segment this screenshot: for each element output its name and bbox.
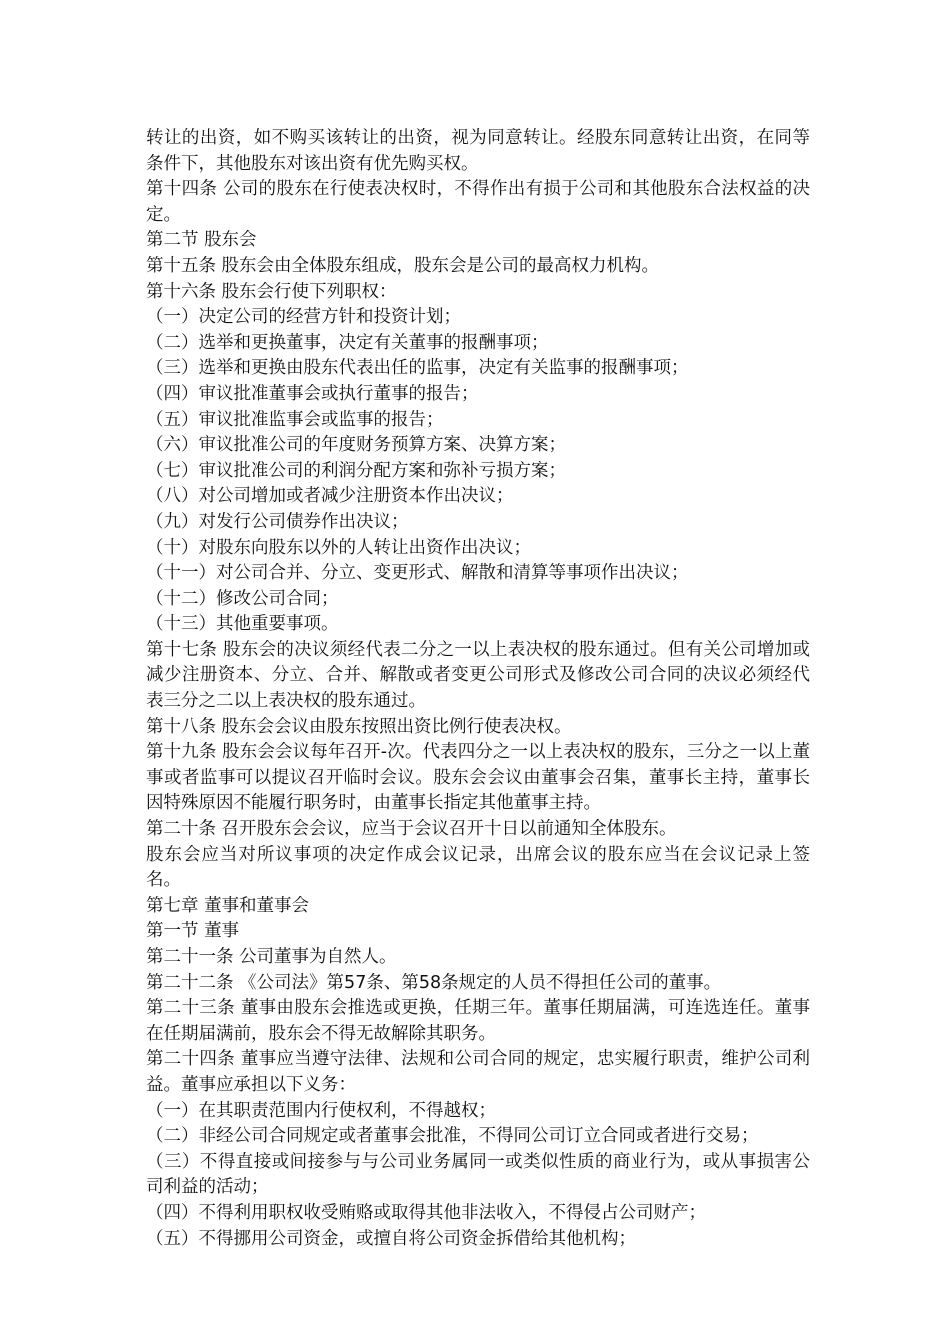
- article-24: 第二十四条 董事应当遵守法律、法规和公司合同的规定，忠实履行职责，维护公司利益。董事应承担以下义务：: [146, 1049, 810, 1095]
- section-heading-directors: 第一节 董事: [146, 921, 240, 942]
- article-16-item-3: （三）选举和更换由股东代表出任的监事，决定有关监事的报酬事项；: [146, 358, 689, 379]
- article-16-item-7: （七）审议批准公司的利润分配方案和弥补亏损方案；: [146, 460, 566, 481]
- article-16-item-8: （八）对公司增加或者减少注册资本作出决议；: [146, 486, 514, 507]
- article-24-item-2: （二）非经公司合同规定或者董事会批准，不得同公司订立合同或者进行交易；: [146, 1126, 759, 1147]
- article-17: 第十七条 股东会的决议须经代表二分之一以上表决权的股东通过。但有关公司增加或减少注册资本、分立、合并、解散或者变更公司形式及修改公司合同的决议必须经代表三分之二以上表决权的股东通过。: [146, 639, 810, 712]
- article-16-item-11: （十一）对公司合并、分立、变更形式、解散和清算等事项作出决议；: [146, 563, 689, 584]
- document-page: [146, 126, 810, 1252]
- article-16-item-5: （五）审议批准监事会或监事的报告；: [146, 409, 444, 430]
- article-16-item-2: （二）选举和更换董事，决定有关董事的报酬事项；: [146, 332, 549, 353]
- article-24-item-5: （五）不得挪用公司资金，或擅自将公司资金拆借给其他机构；: [146, 1228, 636, 1249]
- article-16-item-4: （四）审议批准董事会或执行董事的报告；: [146, 383, 479, 404]
- article-21: 第二十一条 公司董事为自然人。: [146, 947, 397, 967]
- paragraph-transfer-continuation: 转让的出资，如不购买该转让的出资，视为同意转让。经股东同意转让出资，在同等条件下，其他股东对该出资有优先购买权。: [146, 128, 810, 174]
- section-heading-shareholders-meeting: 第二节 股东会: [146, 230, 257, 251]
- article-22: 第二十二条 《公司法》第57条、第58条规定的人员不得担任公司的董事。: [146, 972, 722, 993]
- article-20: 第二十条 召开股东会会议，应当于会议召开十日以前通知全体股东。: [146, 819, 677, 840]
- article-16-item-9: （九）对发行公司债券作出决议；: [146, 511, 409, 532]
- article-23: 第二十三条 董事由股东会推选或更换，任期三年。董事任期届满，可连选连任。董事在任期届满前，股东会不得无故解除其职务。: [146, 998, 810, 1044]
- article-19: 第十九条 股东会会议每年召开-次。代表四分之一以上表决权的股东，三分之一以上董事或者监事可以提议召开临时会议。股东会会议由董事会召集，董事长主持，董事长因特殊原因不能履行职务时，由董事长指定其他董事主持。: [146, 742, 810, 814]
- chapter-heading-directors: 第七章 董事和董事会: [146, 895, 310, 916]
- article-14: 第十四条 公司的股东在行使表决权时，不得作出有损于公司和其他股东合法权益的决定。: [146, 179, 810, 225]
- article-16-item-10: （十）对股东向股东以外的人转让出资作出决议；: [146, 537, 531, 558]
- article-16-item-13: （十三）其他重要事项。: [146, 614, 339, 635]
- article-20-minutes: 股东会应当对所议事项的决定作成会议记录，出席会议的股东应当在会议记录上签名。: [146, 844, 810, 891]
- article-16-item-6: （六）审议批准公司的年度财务预算方案、决算方案；: [146, 435, 566, 456]
- article-15: 第十五条 股东会由全体股东组成，股东会是公司的最高权力机构。: [146, 255, 660, 276]
- article-16-item-12: （十二）修改公司合同；: [146, 588, 339, 609]
- article-24-item-4: （四）不得利用职权收受贿赂或取得其他非法收入，不得侵占公司财产；: [146, 1202, 706, 1223]
- article-24-item-3: （三）不得直接或间接参与与公司业务属同一或类似性质的商业行为，或从事损害公司利益的活动；: [146, 1151, 810, 1198]
- article-16: 第十六条 股东会行使下列职权：: [146, 281, 397, 302]
- article-18: 第十八条 股东会会议由股东按照出资比例行使表决权。: [146, 716, 572, 737]
- article-24-item-1: （一）在其职责范围内行使权利，不得越权；: [146, 1100, 496, 1121]
- article-16-item-1: （一）决定公司的经营方针和投资计划；: [146, 307, 461, 328]
